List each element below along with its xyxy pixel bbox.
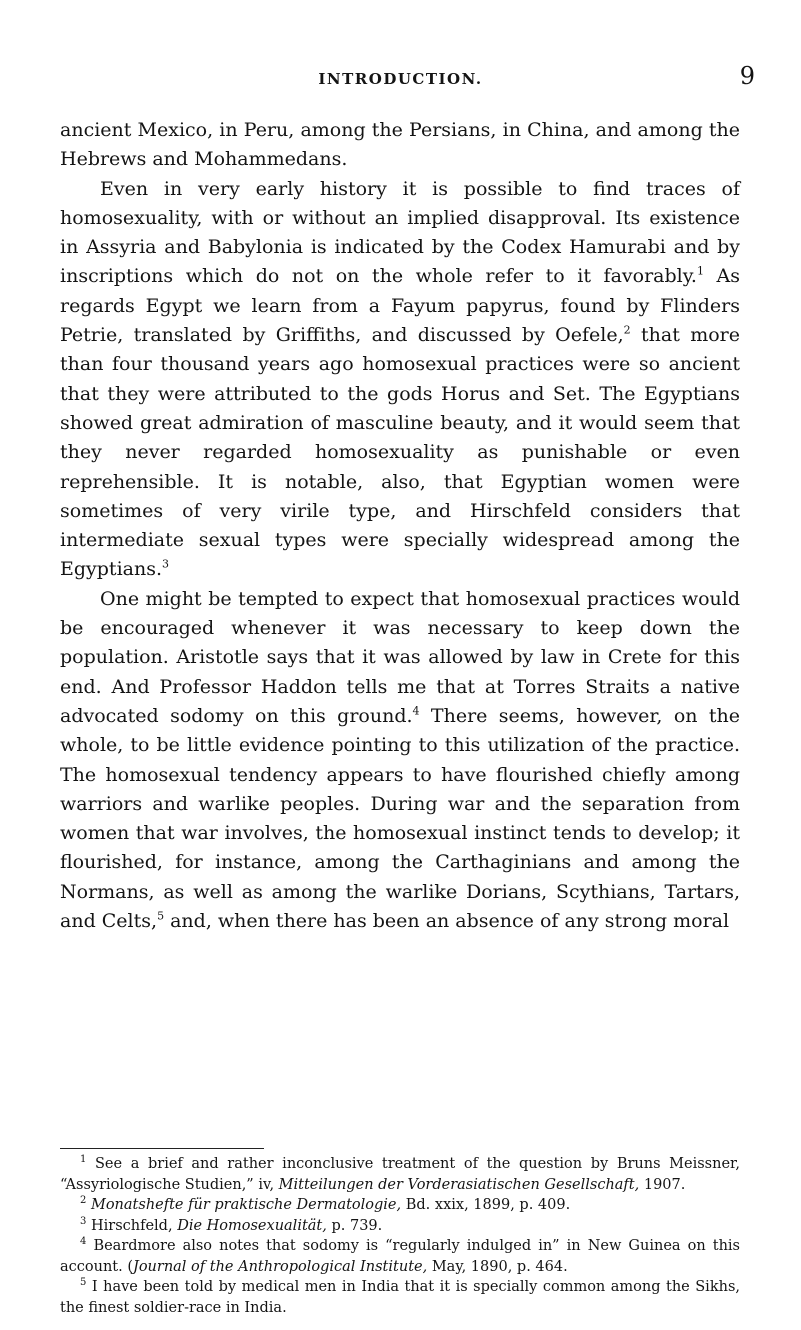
footnote-text: p. 739. bbox=[326, 1217, 383, 1234]
paragraph-text: As regards Egypt we learn from a Fayum papyrus, found by Flinders Petrie, translated by Griffiths, and discussed by Oefele, bbox=[60, 265, 740, 347]
footnote-text: May, 1890, p. 464. bbox=[427, 1258, 568, 1275]
paragraph-text: ancient Mexico, in Peru, among the Persians, in China, and among the Hebrews and Mohammedans. bbox=[60, 119, 740, 171]
footnote-text: See a brief and rather inconclusive treatment of the question by Bruns Meissner, “Assyriologische Studien,” iv, bbox=[60, 1156, 740, 1193]
footnote-number: 5 bbox=[80, 1277, 87, 1289]
footnote-number: 4 bbox=[80, 1236, 87, 1248]
footnote-text: 1907. bbox=[639, 1176, 686, 1193]
footnote bbox=[60, 1236, 740, 1277]
paragraph bbox=[60, 175, 740, 585]
paragraph-text: One might be tempted to expect that homosexual practices would be encouraged whenever it was necessary to keep down the population. Aristotle says that it was allowed by law in Crete for this end. And Professor Haddon tells me that at Torres Straits a native advocated sodomy on this ground. bbox=[60, 587, 740, 727]
footnote-italic: Monatshefte für praktische Dermatologie, bbox=[90, 1197, 402, 1213]
footnote-italic: Mitteilungen der Vorderasiatischen Gesellschaft, bbox=[278, 1176, 640, 1193]
paragraph-text: that more than four thousand years ago homosexual practices were so ancient that they were attributed to the gods Horus and Set. The Egyptians showed great admiration of masculine beauty, and it would seem that they never regarded homosexuality as punishable or even reprehensible. It is notable, also, that Egyptian women were sometimes of very virile type, and Hirschfeld considers that intermediate sexual types were specially widespread among the Egyptians. bbox=[60, 324, 740, 581]
footnote-ref[interactable]: 5 bbox=[157, 909, 165, 923]
footnote-ref[interactable]: 4 bbox=[412, 704, 420, 718]
footnote-ref[interactable]: 3 bbox=[162, 558, 169, 572]
footnote bbox=[60, 1277, 740, 1318]
paragraph-text: and, when there has been an absence of any strong moral bbox=[164, 910, 730, 933]
paragraph-text: There seems, however, on the whole, to be little evidence pointing to this utilization of the practice. The homosexual tendency appears to have flourished chiefly among warriors and warlike peoples. During war and the separation from women that war involves, the homosexual instinct tends to develop; it flourished, for instance, among the Carthaginians and among the Normans, as well as among the warlike Dorians, Scythians, Tartars, and Celts, bbox=[60, 704, 741, 933]
footnote-italic: Die Homosexualität, bbox=[177, 1217, 327, 1234]
page-number: 9 bbox=[739, 62, 755, 90]
footnote-divider bbox=[60, 1148, 264, 1149]
footnote-ref[interactable]: 1 bbox=[696, 265, 704, 279]
paragraph-continued bbox=[60, 116, 740, 175]
footnote-ref[interactable]: 2 bbox=[623, 323, 631, 337]
footnotes bbox=[60, 1154, 740, 1318]
footnote-text: Hirschfeld, bbox=[90, 1217, 178, 1234]
footnote bbox=[60, 1195, 740, 1216]
footnote-italic: Journal of the Anthropological Institute, bbox=[133, 1258, 428, 1275]
footnote-text: Beardmore also notes that sodomy is “regularly indulged in” in New Guinea on this account. ( bbox=[60, 1238, 740, 1275]
footnote-number: 2 bbox=[80, 1195, 87, 1207]
footnote-number: 3 bbox=[80, 1215, 87, 1227]
paragraph bbox=[60, 585, 740, 937]
paragraph-text: Even in very early history it is possible to find traces of homosexuality, with or without an implied disapproval. Its existence in Assyria and Babylonia is indicated by the Codex Hamurabi and by inscriptions which do not on the whole refer to it favorably. bbox=[60, 177, 740, 288]
body-text bbox=[60, 116, 740, 936]
footnote-text: Bd. xxix, 1899, p. 409. bbox=[401, 1197, 571, 1213]
footnote-number: 1 bbox=[80, 1154, 87, 1166]
running-head: INTRODUCTION. bbox=[318, 70, 483, 88]
footnote-text: I have been told by medical men in India that it is specially common among the Sikhs, the finest soldier-race in India. bbox=[60, 1279, 740, 1316]
page-header bbox=[0, 62, 801, 102]
footnote bbox=[60, 1154, 740, 1195]
footnote bbox=[60, 1216, 740, 1237]
